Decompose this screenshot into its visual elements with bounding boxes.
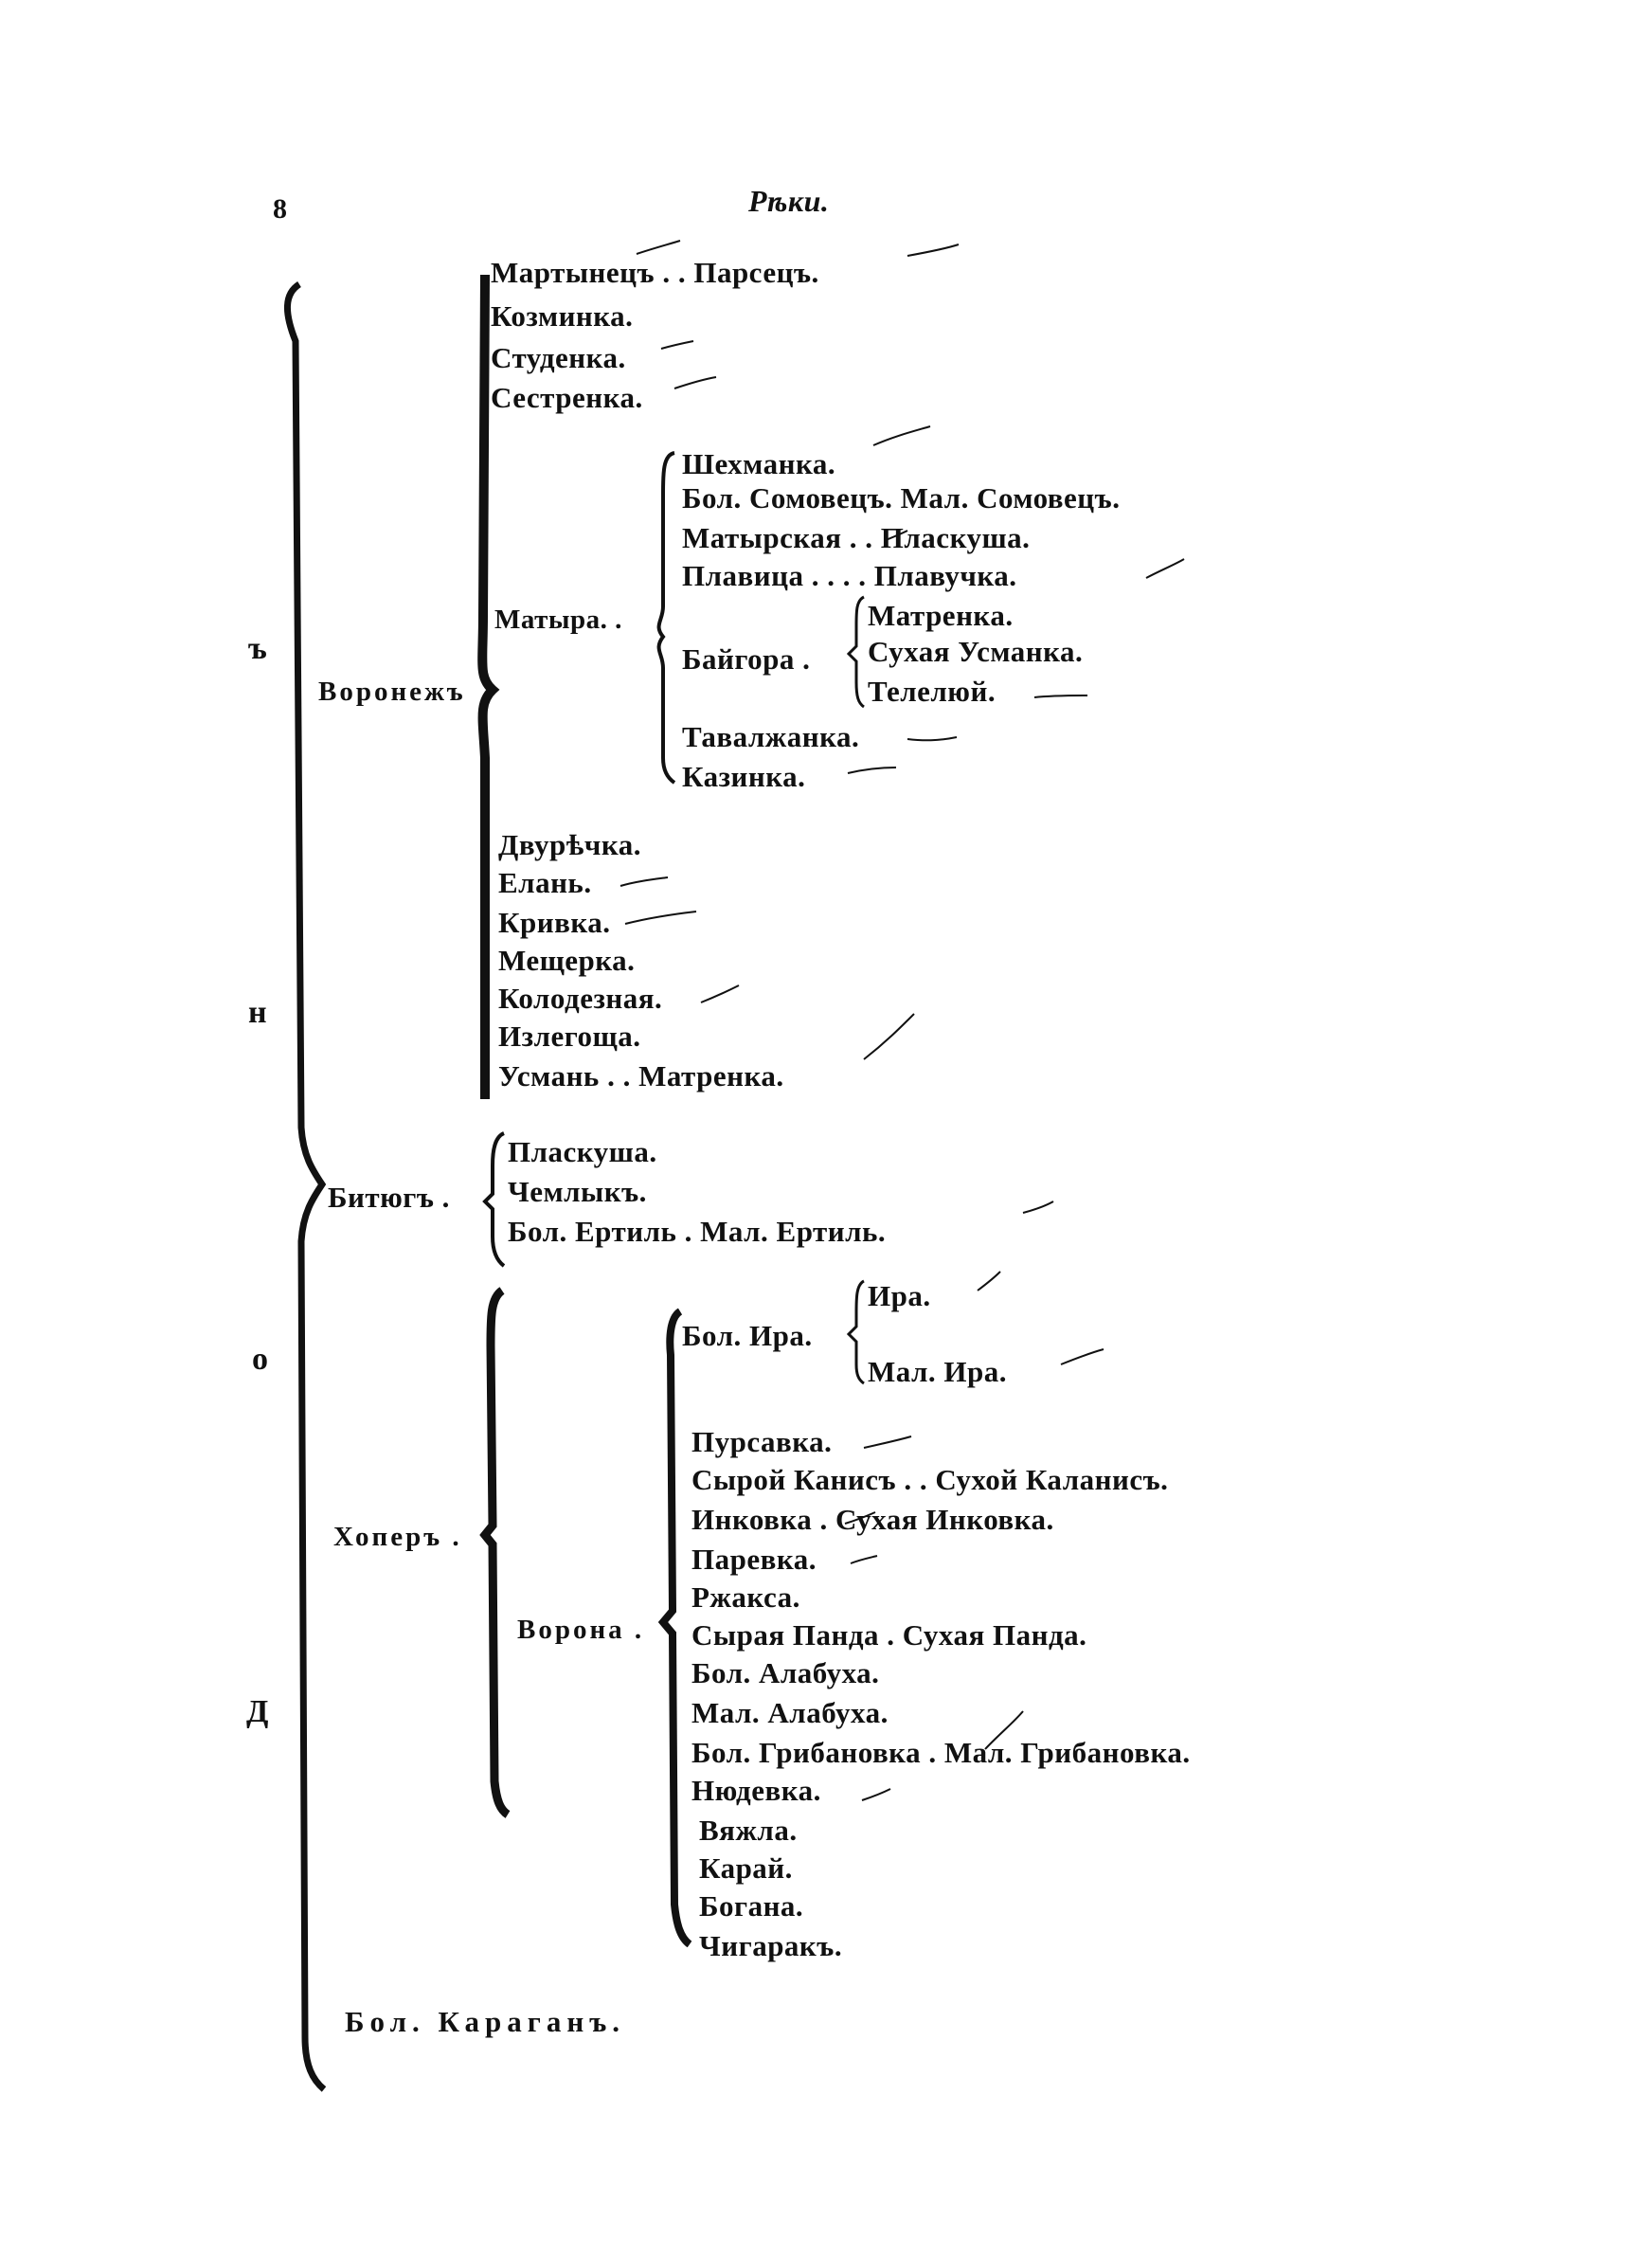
river-chigarak: Чигаракъ.: [699, 1929, 843, 1962]
river-syraya-panda: Сырая Панда . Сухая Панда.: [691, 1618, 1087, 1652]
river-martynets: Мартынецъ . . Парсецъ.: [491, 256, 819, 289]
main-river-letter-yer: ъ: [248, 631, 267, 666]
river-inkovka: Инковка . Сухая Инковка.: [691, 1503, 1054, 1536]
tributary-bol-karagan: Бол. Караганъ.: [345, 2005, 626, 2038]
main-river-letter-o: о: [252, 1342, 268, 1377]
river-sestrenka: Сестренка.: [491, 381, 643, 414]
river-tavalzhanka: Тавалжанка.: [682, 720, 860, 753]
tributary-matyra: Матыра. .: [494, 605, 622, 635]
tributary-bityug: Битюгъ .: [328, 1181, 450, 1214]
tributary-voronezh: Воронежъ: [318, 677, 466, 707]
river-bogana: Богана.: [699, 1889, 804, 1923]
page-header: Рѣки.: [748, 184, 830, 218]
river-krivka: Кривка.: [498, 906, 611, 939]
river-kozminka: Козминка.: [491, 299, 634, 333]
river-matrenka-1: Матренка.: [868, 599, 1014, 632]
river-bol-ertil: Бол. Ертиль . Мал. Ертиль.: [508, 1215, 887, 1248]
tributary-baygora: Байгора .: [682, 642, 811, 676]
river-usman: Усмань . . Матренка.: [498, 1059, 784, 1092]
river-parevka: Паревка.: [691, 1543, 817, 1576]
river-karay: Карай.: [699, 1851, 793, 1885]
river-bol-gribanovka: Бол. Грибановка . Мал. Грибановка.: [691, 1736, 1191, 1769]
page-number: 8: [273, 193, 288, 225]
river-bol-somovets: Бол. Сомовецъ. Мал. Сомовецъ.: [682, 481, 1121, 515]
tributary-khoper: Хоперъ .: [333, 1522, 462, 1552]
river-plaskusha: Пласкуша.: [508, 1135, 657, 1168]
river-kazinka: Казинка.: [682, 760, 806, 793]
river-nyudevka: Нюдевка.: [691, 1774, 821, 1807]
river-mal-alabukha: Мал. Алабуха.: [691, 1696, 889, 1729]
main-river-letter-n: н: [248, 995, 267, 1030]
tributary-vorona: Ворона .: [517, 1615, 645, 1645]
river-pursavka: Пурсавка.: [691, 1425, 833, 1458]
main-river-letter-d: Д: [246, 1694, 269, 1729]
tributary-bol-ira: Бол. Ира.: [682, 1319, 813, 1352]
river-matyrskaya: Матырская . . Пласкуша.: [682, 521, 1031, 554]
river-elan: Елань.: [498, 866, 592, 899]
river-kolodeznaya: Колодезная.: [498, 982, 663, 1015]
river-rzhaksa: Ржакса.: [691, 1580, 800, 1614]
river-chemlyk: Чемлыкъ.: [508, 1175, 647, 1208]
river-bol-alabukha: Бол. Алабуха.: [691, 1656, 880, 1689]
river-vyazhla: Вяжла.: [699, 1814, 798, 1847]
river-studenka: Студенка.: [491, 341, 626, 374]
river-plavitsa: Плавица . . . . Плавучка.: [682, 559, 1017, 592]
river-izlegoshcha: Излегоща.: [498, 1020, 641, 1053]
river-sukhaya-usmanka: Сухая Усманка.: [868, 635, 1084, 668]
river-mal-ira: Мал. Ира.: [868, 1355, 1008, 1388]
river-syroy-kanis: Сырой Канисъ . . Сухой Каланисъ.: [691, 1463, 1169, 1496]
river-ira: Ира.: [868, 1279, 931, 1312]
river-dvurechka: Двурѣчка.: [498, 828, 641, 861]
river-teleluy: Телелюй.: [868, 675, 997, 708]
river-shekhmanka: Шехманка.: [682, 447, 836, 480]
river-meshcherka: Мещерка.: [498, 944, 636, 977]
